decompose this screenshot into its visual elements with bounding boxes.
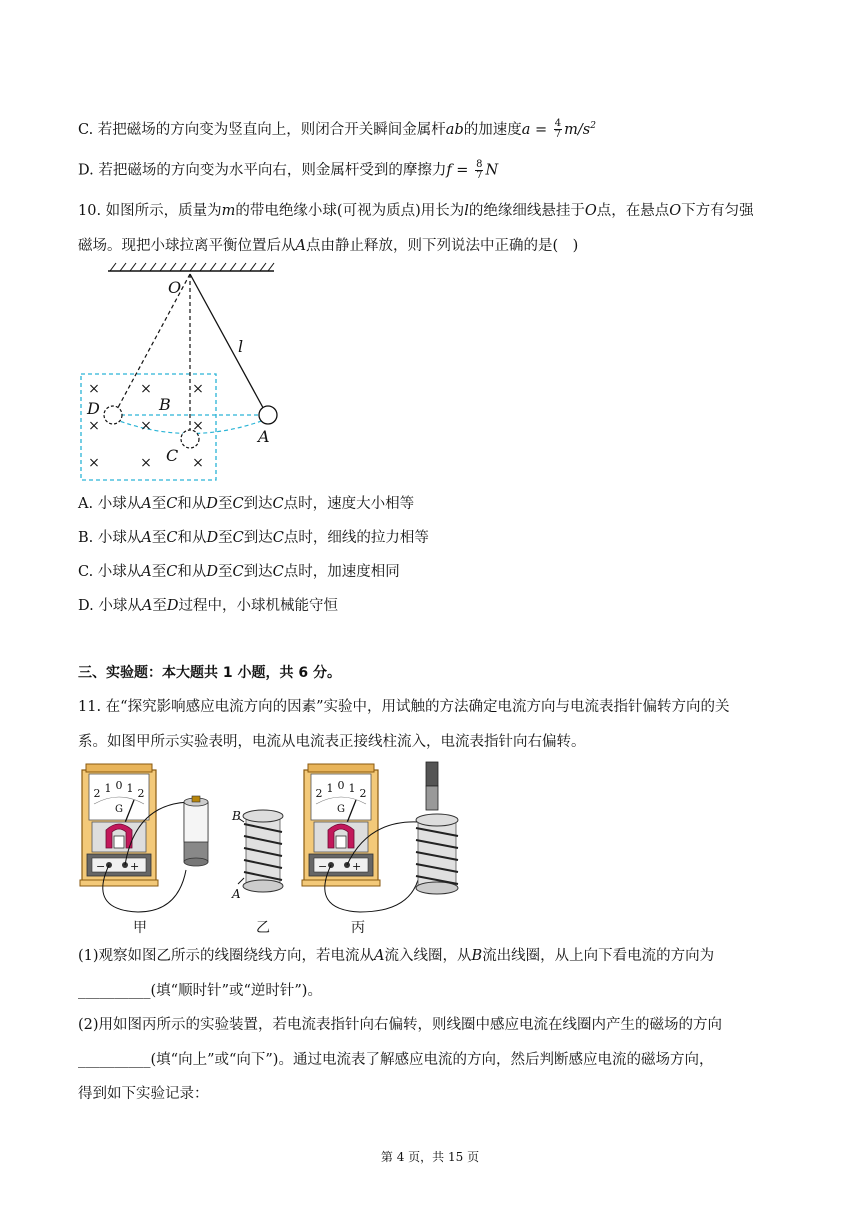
label-o: O [168, 278, 182, 297]
q10-stem-line1: 10. 如图所示，质量为m的带电绝缘小球(可视为质点)用长为l的绝缘细线悬挂于O点，在悬点O下方有匀强 [78, 203, 754, 219]
ball-d [104, 406, 122, 424]
q11-part1-blank: __________(填“顺时针”或“逆时针”)。 [78, 983, 322, 999]
q11-part2-blank: __________(填“向上”或“向下”)。通过电流表了解感应电流的方向，然后判断感应电流的磁场方向， [78, 1052, 714, 1068]
cross-mark: × [140, 418, 152, 434]
coil-label-b: B [232, 809, 241, 823]
cross-mark: × [88, 418, 100, 434]
page-footer: 第 4 页，共 15 页 [380, 1150, 480, 1164]
galvanometer-bing [302, 764, 380, 886]
q9-option-c: C. 若把磁场的方向变为竖直向上，则闭合开关瞬间金属杆ab的加速度a = $\frac{4}{7}$ $m/s^2$ [78, 118, 596, 141]
battery [184, 796, 208, 866]
scale-label: 1 [104, 782, 112, 795]
label-l: l [238, 337, 244, 356]
field-crosses [88, 381, 204, 471]
minus-label: − [96, 860, 106, 873]
scale-label: 1 [326, 782, 334, 795]
q10-option-b: B. 小球从A至C和从D至C到达C点时，细线的拉力相等 [78, 530, 429, 546]
plus-label: + [352, 860, 362, 873]
scale-label: 2 [137, 787, 145, 800]
q11-part2-line3: 得到如下实验记录： [78, 1086, 209, 1102]
q9-option-d: D. 若把磁场的方向变为水平向右，则金属杆受到的摩擦力f = $\frac{8}{7}$ N [78, 159, 499, 181]
g-label: G [337, 804, 345, 815]
coil-yi [238, 810, 283, 892]
scale-label: 0 [337, 779, 345, 792]
q10-option-c: C. 小球从A至C和从D至C到达C点时，加速度相同 [78, 564, 400, 580]
q11-part2-line1: (2)用如图丙所示的实验装置，若电流表指针向右偏转，则线圈中感应电流在线圈内产生的磁场的方向 [78, 1017, 723, 1033]
label-d: D [87, 399, 100, 418]
scale-label: 1 [348, 782, 356, 795]
section-heading: 三、实验题：本大题共 1 小题，共 6 分。 [78, 665, 341, 681]
galvanometer-figure [78, 760, 478, 938]
scale-label: 1 [126, 782, 134, 795]
cross-mark: × [88, 455, 100, 471]
cross-mark: × [140, 455, 152, 471]
scale-label: 2 [93, 787, 101, 800]
caption-jia: 甲 [133, 920, 147, 936]
q11-stem-line1: 11. 在“探究影响感应电流方向的因素”实验中，用试触的方法确定电流方向与电流表指针偏转方向的关 [78, 699, 730, 715]
pendulum-figure [78, 262, 298, 484]
minus-label: − [318, 860, 328, 873]
galvanometer-jia [80, 764, 158, 886]
cross-mark: × [192, 455, 204, 471]
coil-label-a: A [232, 887, 241, 901]
ball-a [259, 406, 277, 424]
q10-stem-line2: 磁场。现把小球拉离平衡位置后从A点由静止释放，则下列说法中正确的是( ) [78, 238, 579, 254]
bar-magnet [426, 762, 438, 810]
cross-mark: × [88, 381, 100, 397]
fraction: $\frac{4}{7}$ [554, 118, 562, 141]
q10-option-a: A. 小球从A至C和从D至C到达C点时，速度大小相等 [78, 496, 415, 512]
ceiling-hatch [110, 263, 274, 271]
q11-stem-line2: 系。如图甲所示实验表明，电流从电流表正接线柱流入，电流表指针向右偏转。 [78, 734, 586, 750]
q11-part1-line1: (1)观察如图乙所示的线圈绕线方向，若电流从A流入线圈，从B流出线圈，从上向下看电流的方向为 [78, 948, 715, 964]
label-a: A [258, 427, 270, 446]
scale-label: 0 [115, 779, 123, 792]
q10-option-d: D. 小球从A至D过程中，小球机械能守恒 [78, 598, 338, 614]
coil-bing [416, 814, 458, 894]
caption-bing: 丙 [351, 920, 365, 936]
scale-label: 2 [359, 787, 367, 800]
label-c: C [166, 446, 179, 465]
cross-mark: × [192, 418, 204, 434]
caption-yi: 乙 [256, 920, 270, 936]
fraction: $\frac{8}{7}$ [476, 159, 483, 181]
cross-mark: × [192, 381, 204, 397]
label-b: B [159, 395, 171, 414]
cross-mark: × [140, 381, 152, 397]
plus-label: + [130, 860, 140, 873]
scale-label: 2 [315, 787, 323, 800]
g-label: G [115, 804, 123, 815]
